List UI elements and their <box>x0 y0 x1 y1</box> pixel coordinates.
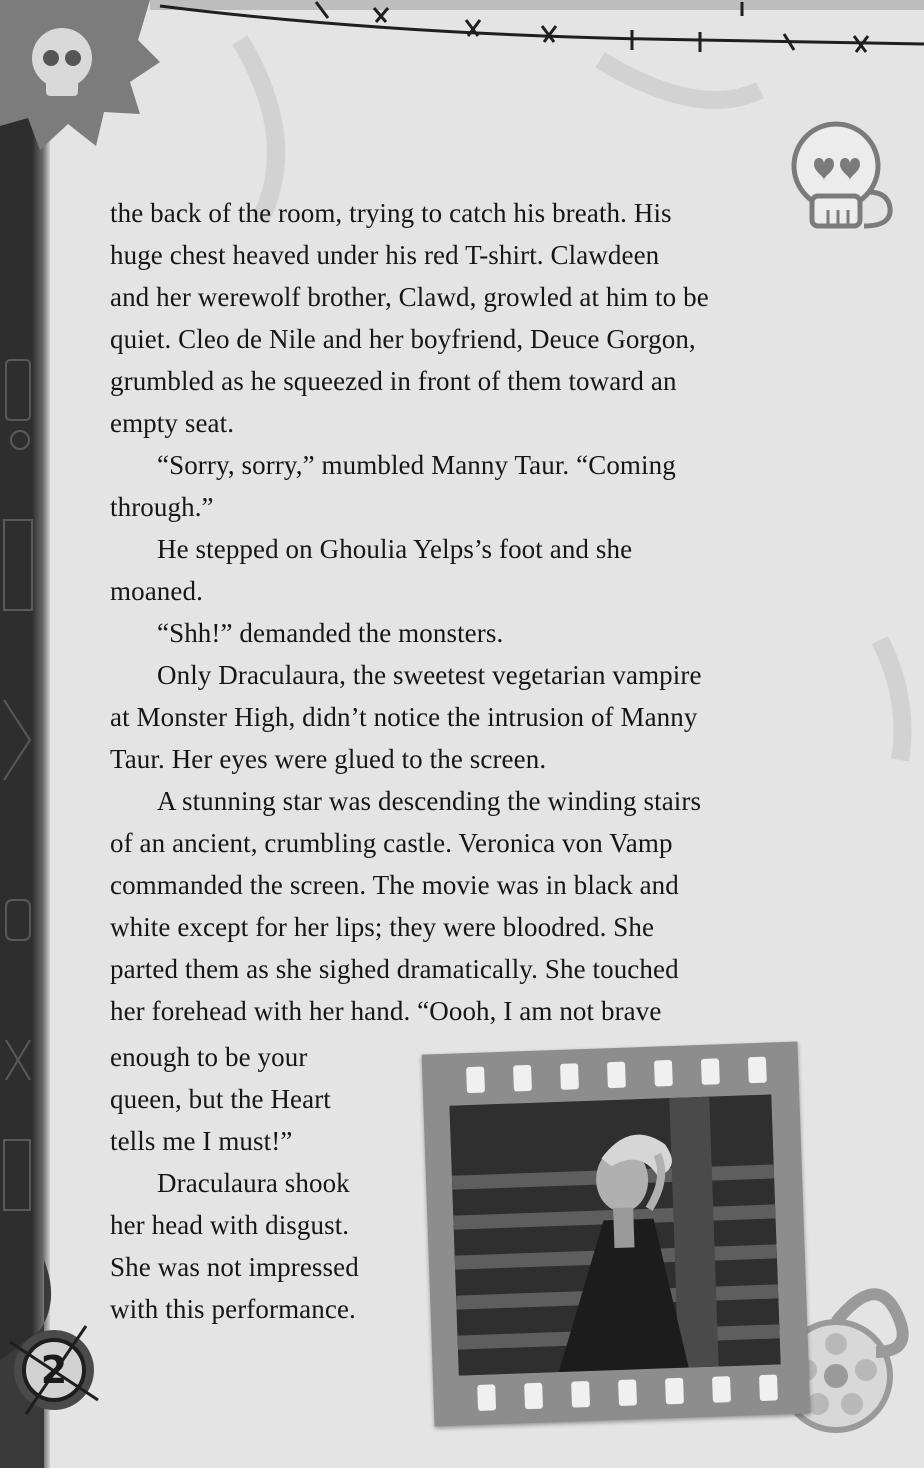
page-number: 2 <box>40 1348 68 1392</box>
movie-still-image <box>449 1094 780 1375</box>
text-line: enough to be your <box>110 1042 308 1072</box>
text-line: her head with disgust. <box>110 1210 350 1240</box>
text-line: the back of the room, trying to catch his breath. His <box>110 198 672 228</box>
movie-still-illustration <box>449 1094 780 1375</box>
text-line: Draculaura shook <box>157 1168 350 1198</box>
text-line: her forehead with her hand. “Oooh, I am not brave <box>110 996 662 1026</box>
sprocket-hole <box>712 1376 731 1403</box>
sprocket-hole <box>618 1379 637 1406</box>
text-line: Only Draculaura, the sweetest vegetarian vampire <box>157 660 702 690</box>
text-line: of an ancient, crumbling castle. Veronica von Vamp <box>110 828 673 858</box>
sprocket-hole <box>513 1065 532 1092</box>
film-strip-icon <box>422 1042 811 1427</box>
sprocket-hole <box>654 1060 673 1087</box>
text-line: empty seat. <box>110 408 235 438</box>
paragraph-5 <box>110 654 702 780</box>
text-line: “Sorry, sorry,” mumbled Manny Taur. “Coming <box>157 450 676 480</box>
text-line: at Monster High, didn’t notice the intrusion of Manny <box>110 702 698 732</box>
film-sprockets-top <box>466 1057 767 1093</box>
sprocket-hole <box>748 1057 767 1084</box>
text-line: huge chest heaved under his red T-shirt. Clawdeen <box>110 240 660 270</box>
text-line: moaned. <box>110 576 203 606</box>
paragraph-6 <box>110 780 701 1032</box>
sprocket-hole <box>477 1384 496 1411</box>
skull-hearts-icon <box>794 124 890 226</box>
text-line: commanded the screen. The movie was in black and <box>110 870 679 900</box>
text-line: parted them as she sighed dramatically. She touched <box>110 954 679 984</box>
sprocket-hole <box>560 1063 579 1090</box>
sprocket-hole <box>466 1067 485 1094</box>
sprocket-hole <box>571 1381 590 1408</box>
paragraph-8 <box>110 1162 359 1330</box>
skull-icon <box>0 0 160 150</box>
sprocket-hole <box>759 1374 778 1401</box>
page-number-badge-icon <box>6 1322 102 1418</box>
sprocket-hole <box>524 1383 543 1410</box>
stitch-line <box>160 2 924 52</box>
text-line: Taur. Her eyes were glued to the screen. <box>110 744 547 774</box>
text-line: grumbled as he squeezed in front of them toward an <box>110 366 677 396</box>
text-line: quiet. Cleo de Nile and her boyfriend, Deuce Gorgon, <box>110 324 696 354</box>
text-line: “Shh!” demanded the monsters. <box>157 618 504 648</box>
text-line: queen, but the Heart <box>110 1084 331 1114</box>
sprocket-hole <box>607 1062 626 1089</box>
paragraph-4 <box>110 612 503 654</box>
text-line: tells me I must!” <box>110 1126 293 1156</box>
paragraph-1 <box>110 192 709 444</box>
text-line: white except for her lips; they were bloodred. She <box>110 912 655 942</box>
paragraph-3 <box>110 528 632 612</box>
text-line: and her werewolf brother, Clawd, growled at him to be <box>110 282 709 312</box>
text-line: She was not impressed <box>110 1252 359 1282</box>
text-line: He stepped on Ghoulia Yelps’s foot and she <box>157 534 633 564</box>
sprocket-hole <box>701 1058 720 1085</box>
text-line: A stunning star was descending the winding stairs <box>157 786 702 816</box>
film-sprockets-bottom <box>477 1374 778 1410</box>
border-doodles <box>4 360 32 1210</box>
text-line: through.” <box>110 492 214 522</box>
sprocket-hole <box>665 1378 684 1405</box>
paragraph-2 <box>110 444 676 528</box>
text-line: with this performance. <box>110 1294 356 1324</box>
paragraph-7 <box>110 1036 331 1162</box>
